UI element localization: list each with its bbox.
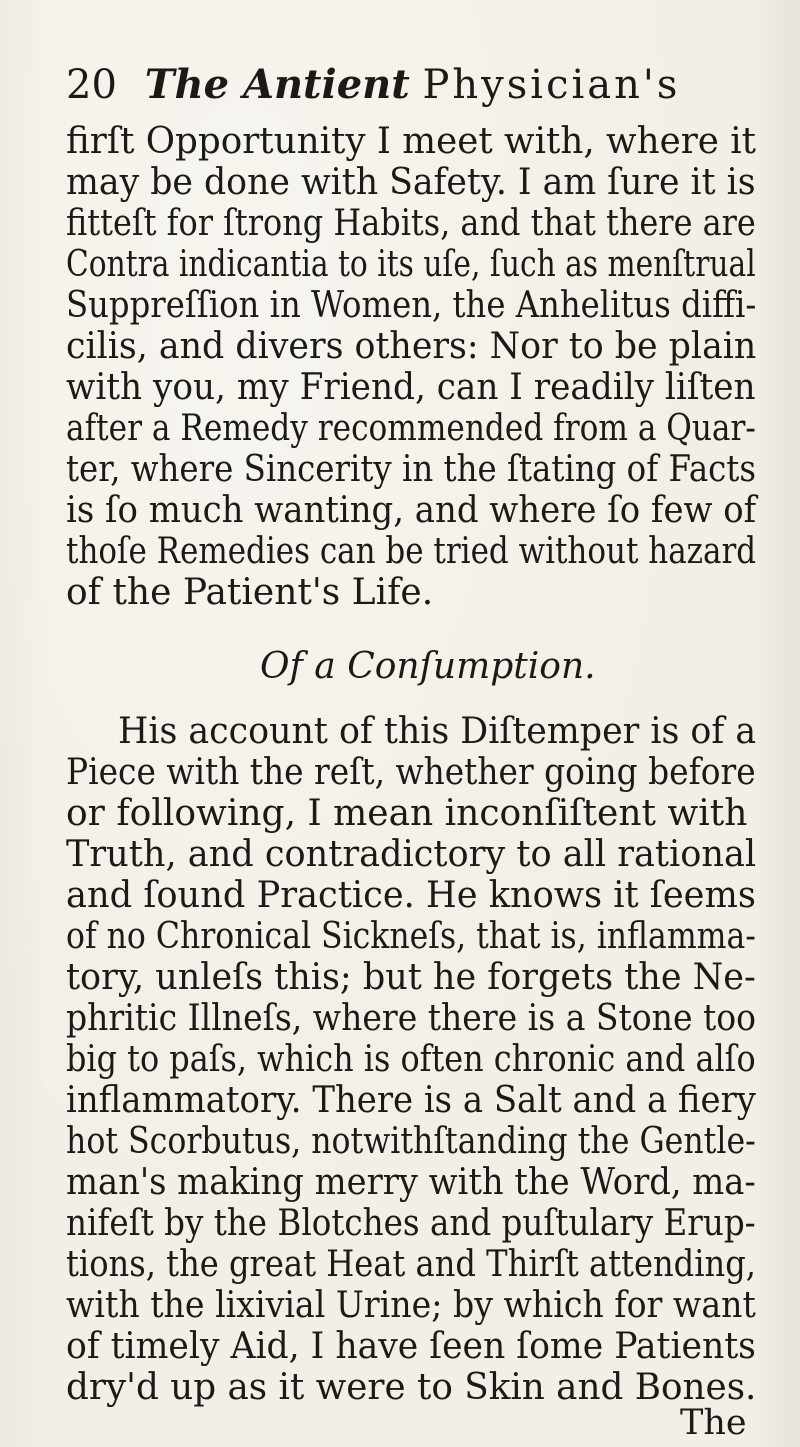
text-line: inflammatory. There is a Salt and a fiery (66, 1080, 756, 1121)
catchword: The (680, 1403, 747, 1443)
text-line: may be done with Safety. I am ſure it is (66, 162, 756, 203)
text-line: with the lixivial Urine; by which for want (66, 1285, 756, 1326)
text-line: thoſe Remedies can be tried without hazard (66, 531, 757, 572)
section-heading: Of a Conſumption. (260, 646, 596, 687)
text-line: firſt Opportunity I meet with, where it (66, 121, 756, 162)
text-line: ter, where Sincerity in the ſtating of Facts (66, 449, 756, 490)
text-line: nifeſt by the Blotches and puſtulary Erup- (66, 1203, 756, 1244)
text-line: Truth, and contradictory to all rational (66, 834, 757, 875)
text-line: of no Chronical Sickneſs, that is, inflamma- (66, 916, 756, 957)
text-line: big to paſs, which is often chronic and alſo (66, 1039, 756, 1080)
text-line: Suppreſſion in Women, the Anhelitus diffi- (66, 285, 757, 326)
text-line: dry'd up as it were to Skin and Bones. (66, 1367, 757, 1408)
text-line: Contra indicantia to its uſe, ſuch as menſtrual (66, 244, 756, 285)
text-line: His account of this Diſtemper is of a (118, 711, 757, 752)
running-title: The Antient (144, 61, 410, 108)
running-header (66, 58, 746, 112)
running-title-tail: Physician's (422, 62, 681, 108)
text-line: or following, I mean inconſiſtent with (66, 793, 748, 834)
text-line: is ſo much wanting, and where ſo few of (66, 490, 757, 531)
text-line: of the Patient's Life. (66, 572, 434, 613)
text-line: phritic Illneſs, where there is a Stone too (66, 998, 757, 1039)
text-line: man's making merry with the Word, ma- (66, 1162, 756, 1203)
text-line: of timely Aid, I have ſeen ſome Patients (66, 1326, 756, 1367)
text-line: cilis, and divers others: Nor to be plain (66, 326, 757, 367)
text-line: fitteſt for ſtrong Habits, and that there are (66, 203, 756, 244)
page-number: 20 (66, 62, 117, 108)
text-line: tory, unleſs this; but he forgets the Ne- (66, 957, 756, 998)
text-line: Piece with the reſt, whether going before (66, 752, 756, 793)
text-line: hot Scorbutus, notwithſtanding the Gentle- (66, 1121, 756, 1162)
text-line: with you, my Friend, can I readily liſten (66, 367, 756, 408)
text-line: tions, the great Heat and Thirſt attending, (66, 1244, 756, 1285)
text-line: after a Remedy recommended from a Quar- (66, 408, 756, 449)
text-line: and ſound Practice. He knows it ſeems (66, 875, 756, 916)
